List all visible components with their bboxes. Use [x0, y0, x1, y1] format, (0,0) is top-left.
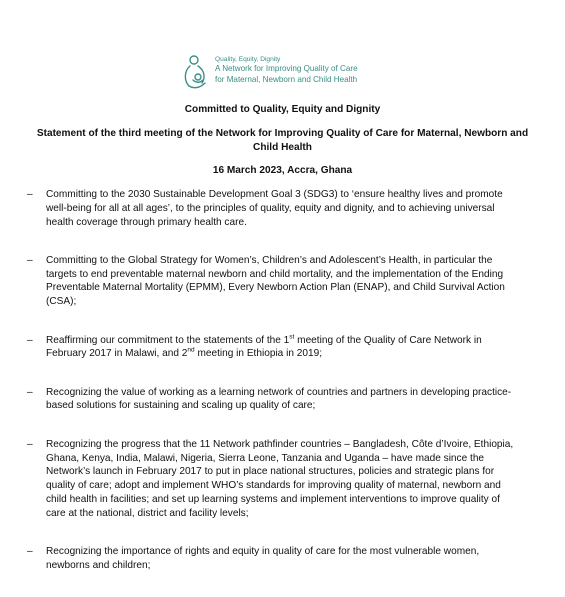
ordinal-suffix: nd [187, 347, 195, 355]
list-item [0, 438, 565, 521]
dash-bullet: – [27, 546, 33, 558]
logo-name-line-1: A Network for Improving Quality of Care [215, 64, 358, 73]
dash-bullet: – [27, 254, 33, 266]
dash-bullet: – [27, 334, 33, 346]
list-item [0, 334, 565, 362]
clause-text: Recognizing the value of working as a learning network of countries and partners in developing practice-based solutions for sustaining and scaling up quality of care; [46, 386, 512, 412]
clause-text: Committing to the Global Strategy for Women’s, Children’s and Adolescent’s Health, in particular the targets to end preventable maternal newborn and child mortality, and the implementation of the Ending Preventable Maternal Mortality (EPMM), Every Newborn Action Plan (ENAP), and Child Survival Action (CSA); [46, 254, 505, 308]
mother-child-icon [180, 53, 213, 91]
list-item [0, 254, 565, 309]
clause-text-part: meeting of the Quality of Care Network in February 2017 in Malawi, and 2 [46, 334, 482, 360]
clause-text: Committing to the 2030 Sustainable Development Goal 3 (SDG3) to ‘ensure healthy lives and promote well-being for all at all ages’, to the principles of quality, equity and dignity, and to achieving universal health coverage through primary health care. [46, 189, 503, 228]
clause-text: Recognizing the progress that the 11 Network pathfinder countries – Bangladesh, Côte d’Ivoire, Ethiopia, Ghana, Kenya, India, Malawi, Nigeria, Sierra Leone, Tanzania and Uganda – have made since the Network’s launch in February 2017 to put in place national structures, policies and strategic plans for quality of care; adopt and implement WHO’s standards for improving quality of maternal, newborn and child health in facilities; and set up learning systems and implement interventions to improve quality of care at the national, district and facility levels; [46, 438, 514, 519]
date-location: 16 March 2023, Accra, Ghana [212, 165, 353, 176]
list-item [0, 188, 565, 229]
preamble-clauses [0, 188, 565, 597]
dash-bullet: – [27, 438, 33, 450]
logo-tagline: Quality, Equity, Dignity [215, 56, 281, 63]
dash-bullet: – [27, 189, 33, 200]
clause-text-part: meeting in Ethiopia in 2019; [194, 348, 323, 360]
clause-text: Recognizing the importance of rights and equity in quality of care for the most vulnerable women, newborns and children; [46, 546, 480, 571]
logo-name-line-2: for Maternal, Newborn and Child Health [215, 74, 358, 84]
statement-title: Statement of the third meeting of the Network for Improving Quality of Care for Maternal, Newborn and Child Health [36, 128, 529, 153]
network-logo [180, 53, 370, 91]
clause-text [46, 335, 482, 360]
list-item [0, 545, 565, 573]
dash-bullet: – [27, 386, 33, 398]
list-item [0, 386, 565, 414]
document-title: Committed to Quality, Equity and Dignity [184, 104, 381, 115]
logo-text [215, 55, 358, 85]
ordinal-suffix: st [289, 333, 295, 341]
clause-text-part: Reaffirming our commitment to the statements of the 1 [46, 334, 290, 346]
